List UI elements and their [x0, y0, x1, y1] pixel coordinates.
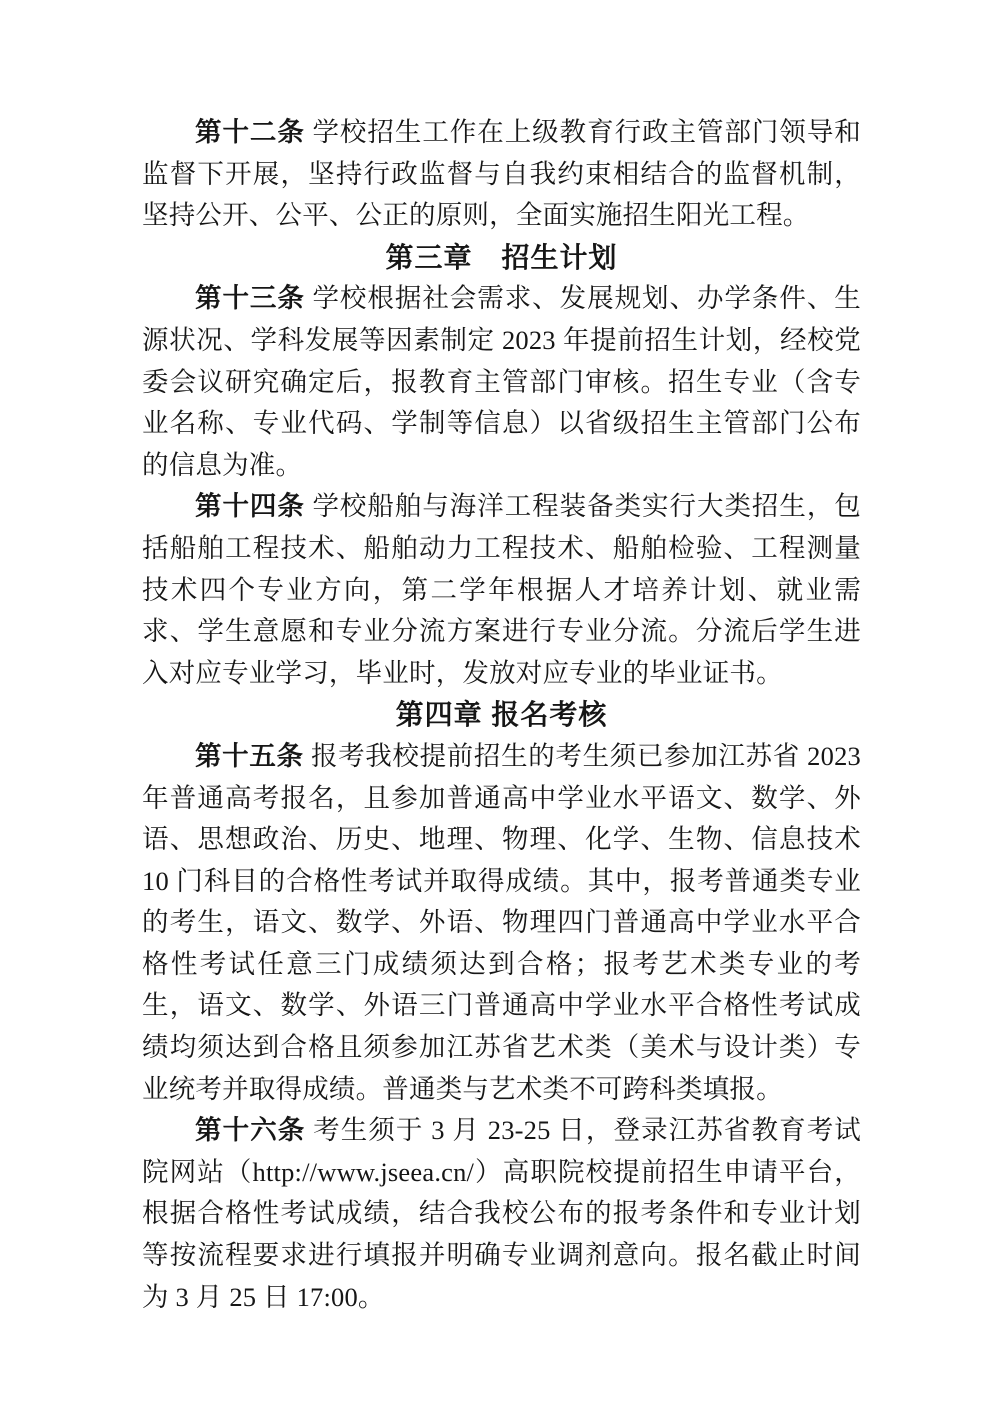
document-content: [142, 112, 861, 1318]
article-paragraph: 第十六条 考生须于 3 月 23-25 日，登录江苏省教育考试院网站（http://www.jseea.cn/）高职院校提前招生申请平台，根据合格性考试成绩，结合我校公布的报考条件和专业计划等按流程要求进行填报并明确专业调剂意向。报名截止时间为 3 月 25 日 17:00。: [142, 1115, 861, 1312]
article-number-label: 第十五条: [195, 740, 304, 771]
article-paragraph: 第十二条 学校招生工作在上级教育行政主管部门领导和监督下开展，坚持行政监督与自我约束相结合的监督机制，坚持公开、公平、公正的原则，全面实施招生阳光工程。: [142, 117, 861, 231]
article-number-label: 第十三条: [195, 283, 305, 314]
chapter-heading: 第三章 招生计划: [385, 241, 618, 273]
article-paragraph: 第十五条 报考我校提前招生的考生须已参加江苏省 2023 年普通高考报名，且参加普通高中学业水平语文、数学、外语、思想政治、历史、地理、物理、化学、生物、信息技术 10 门科目的合格性考试并取得成绩。其中，报考普通类专业的考生，语文、数学、外语、物理四门普通高中学业水平合格性考试任意三门成绩须达到合格；报考艺术类专业的考生，语文、数学、外语三门普通高中学业水平合格性考试成绩均须达到合格且须参加江苏省艺术类（美术与设计类）专业统考并取得成绩。普通类与艺术类不可跨科类填报。: [142, 740, 861, 1104]
article-number-label: 第十六条: [195, 1115, 306, 1146]
article-paragraph: 第十三条 学校根据社会需求、发展规划、办学条件、生源状况、学科发展等因素制定 2023 年提前招生计划，经校党委会议研究确定后，报教育主管部门审核。招生专业（含专业名称、专业代码、学制等信息）以省级招生主管部门公布的信息为准。: [142, 283, 861, 480]
article-number-label: 第十二条: [195, 117, 305, 147]
chapter-heading: 第四章 报名考核: [395, 699, 608, 731]
article-paragraph: 第十四条 学校船舶与海洋工程装备类实行大类招生，包括船舶工程技术、船舶动力工程技术、船舶检验、工程测量技术四个专业方向，第二学年根据人才培养计划、就业需求、学生意愿和专业分流方案进行专业分流。分流后学生进入对应专业学习，毕业时，发放对应专业的毕业证书。: [142, 491, 861, 688]
article-number-label: 第十四条: [195, 491, 305, 522]
